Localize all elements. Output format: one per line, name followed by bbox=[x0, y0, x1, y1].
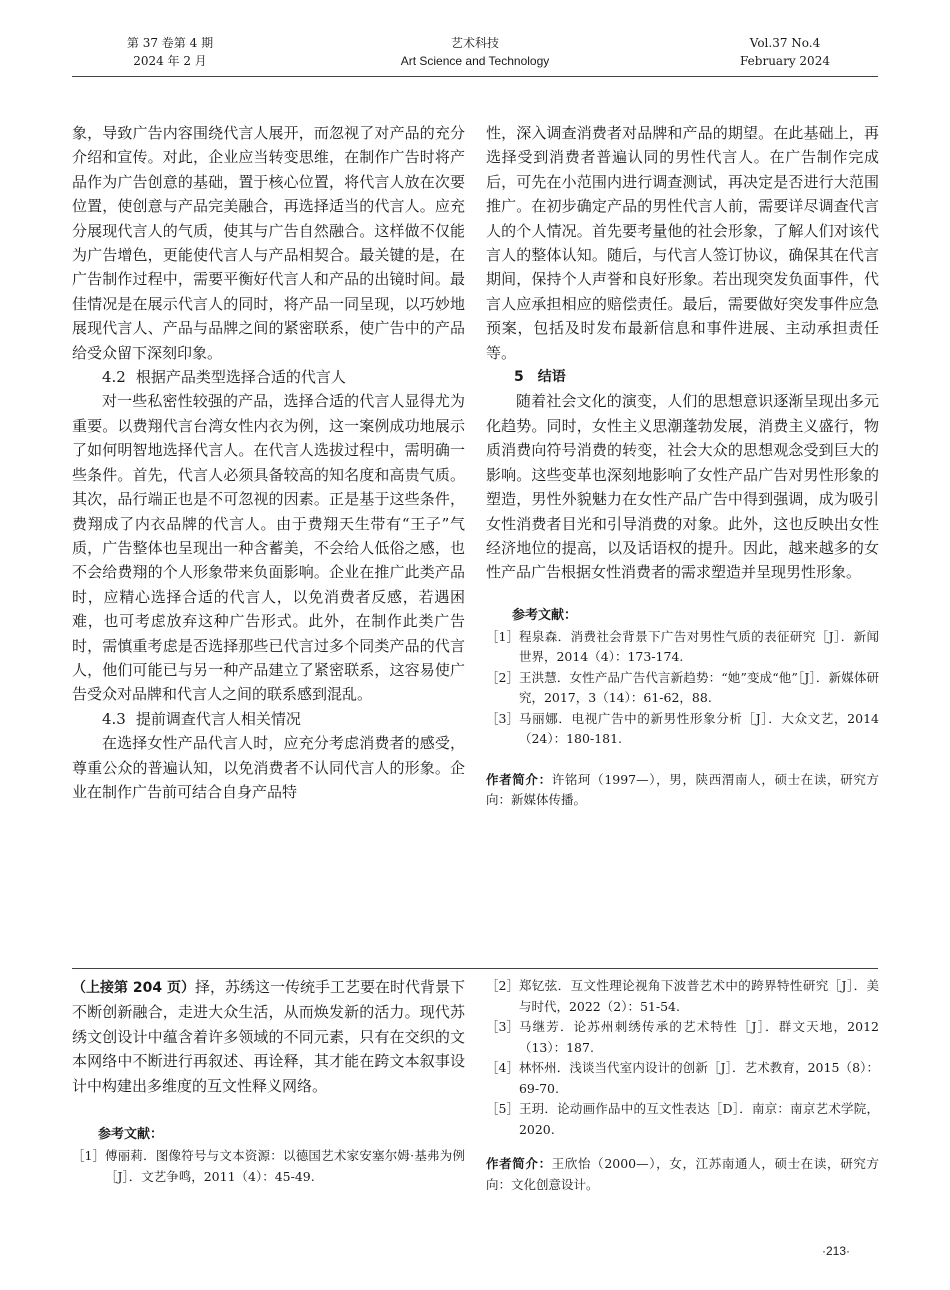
header-divider bbox=[72, 76, 878, 77]
reference-number: ［3］ bbox=[486, 1019, 519, 1034]
section-title: 结语 bbox=[537, 369, 566, 386]
volume-issue: 第 37 卷第 4 期 bbox=[126, 36, 214, 50]
article-divider bbox=[72, 968, 878, 969]
reference-number: ［2］ bbox=[486, 669, 519, 685]
continued-article-left bbox=[72, 975, 465, 1187]
issue-info bbox=[100, 34, 240, 70]
issue-date: 2024 年 2 月 bbox=[133, 54, 207, 68]
reference-item bbox=[486, 976, 879, 1017]
paragraph: 性，深入调查消费者对品牌和产品的期望。在此基础上，再选择受到消费者普遍认同的男性代言人。在广告制作完成后，可先在小范围内进行调查测试，再决定是否进行大范围推广。在初步确定产品的男性代言人前，需要详尽调查代言人的个人情况。首先要考量他的社会形象，了解人们对该代言人的整体认知。随后，与代言人签订协议，确保其在代言期间，保持个人声誉和良好形象。若出现突发负面事件，代言人应承担相应的赔偿责任。最后，需要做好突发事件应急预案，包括及时发布最新信息和事件进展、主动承担责任等。 bbox=[486, 124, 879, 362]
references-heading: 参考文献： bbox=[98, 1127, 164, 1143]
reference-text: 马继芳．论苏州刺绣传承的艺术特性［J］．群文天地，2012（13）：187. bbox=[518, 1019, 879, 1055]
section-number: 4.3 bbox=[102, 709, 126, 728]
section-heading-5 bbox=[486, 365, 879, 389]
reference-number: ［5］ bbox=[486, 1101, 519, 1116]
right-column bbox=[486, 121, 879, 811]
section-number: 4.2 bbox=[102, 368, 126, 387]
reference-text: 傅丽莉．图像符号与文本资源：以德国艺术家安塞尔姆·基弗为例［J］．文艺争鸣，2011（4）：45-49. bbox=[104, 1148, 465, 1184]
section-number: 5 bbox=[514, 369, 524, 386]
reference-item bbox=[486, 1017, 879, 1058]
paragraph: 对一些私密性较强的产品，选择合适的代言人显得尤为重要。以费翔代言台湾女性内衣为例，这一案例成功地展示了如何明智地选择代言人。在代言人选拔过程中，需明确一些条件。首先，代言人必须具备较高的知名度和高贵气质。其次，品行端正也是不可忽视的因素。正是基于这些条件，费翔成了内衣品牌的代言人。由于费翔天生带有“王子”气质，广告整体也呈现出一种含蓄美，不会给人低俗之感，也不会给费翔的个人形象带来负面影响。企业在推广此类产品时，应精心选择合适的代言人，以免消费者反感，若遇困难，也可考虑放弃这种广告形式。此外，在制作此类广告时，需慎重考虑是否选择那些已代言过多个同类产品的代言人，他们可能已与另一种产品建立了紧密联系，这容易使广告受众对品牌和代言人之间的联系感到混乱。 bbox=[72, 392, 465, 704]
reference-item bbox=[486, 1099, 879, 1140]
author-bio-label: 作者简介： bbox=[486, 1156, 552, 1171]
reference-number: ［2］ bbox=[486, 978, 519, 993]
reference-text: 王玥．论动画作品中的互文性表达［D］．南京：南京艺术学院，2020. bbox=[518, 1101, 879, 1137]
reference-item bbox=[486, 1058, 879, 1099]
journal-name bbox=[355, 34, 595, 70]
section-heading-4-2 bbox=[72, 365, 465, 389]
author-bio bbox=[486, 770, 879, 811]
section-title: 根据产品类型选择合适的代言人 bbox=[135, 368, 346, 387]
author-bio-text: 许铭珂（1997—），男，陕西渭南人，硕士在读，研究方向：新媒体传播。 bbox=[486, 771, 879, 808]
left-column bbox=[72, 121, 465, 804]
issue-date-en: February 2024 bbox=[740, 54, 830, 68]
author-bio bbox=[486, 1154, 879, 1195]
reference-text: 程泉森．消费社会背景下广告对男性气质的表征研究［J］．新闻世界，2014（4）：173-174. bbox=[518, 628, 879, 665]
paragraph: 象，导致广告内容围绕代言人展开，而忽视了对产品的充分介绍和宣传。对此，企业应当转变思维，在制作广告时将产品作为广告创意的基础，置于核心位置，将代言人放在次要位置，使创意与产品完美融合，再选择适当的代言人。应充分展现代言人的气质，使其与广告自然融合。这样做不仅能为广告增色，更能使代言人与产品相契合。最关键的是，在广告制作过程中，需要平衡好代言人和产品的出镜时间。最佳情况是在展示代言人的同时，将产品一同呈现，以巧妙地展现代言人、产品与品牌之间的紧密联系，使广告中的产品给受众留下深刻印象。 bbox=[72, 124, 465, 362]
reference-item bbox=[486, 668, 879, 709]
reference-item bbox=[486, 709, 879, 750]
reference-number: ［1］ bbox=[486, 628, 519, 644]
continued-text: 择，苏绣这一传统手工艺要在时代背景下不断创新融合，走进大众生活，从而焕发新的活力。现代苏绣文创设计中蕴含着许多领域的不同元素，只有在交织的文本网络中不断进行再叙述、再诠释，其才能在跨文本叙事设计中构建出多维度的互文性释义网络。 bbox=[72, 978, 465, 1095]
section-heading-4-3 bbox=[72, 707, 465, 731]
continued-from-label: （上接第 204 页） bbox=[72, 980, 195, 996]
running-header bbox=[0, 0, 950, 80]
author-bio-text: 王欣怡（2000—），女，江苏南通人，硕士在读，研究方向：文化创意设计。 bbox=[486, 1156, 879, 1192]
journal-title-en: Art Science and Technology bbox=[400, 54, 550, 68]
journal-title-cn: 艺术科技 bbox=[450, 36, 499, 50]
references-heading: 参考文献： bbox=[512, 607, 578, 623]
reference-item bbox=[72, 1146, 465, 1187]
reference-text: 林怀州．浅谈当代室内设计的创新［J］．艺术教育，2015（8）：69-70. bbox=[518, 1060, 879, 1096]
issue-info-en bbox=[715, 34, 855, 70]
paragraph: 随着社会文化的演变，人们的思想意识逐渐呈现出多元化趋势。同时，女性主义思潮蓬勃发展，消费主义盛行，物质消费向符号消费的转变，社会大众的思想观念受到巨大的影响。这些变革也深刻地影响了女性产品广告对男性形象的塑造，男性外貌魅力在女性产品广告中得到强调，成为吸引女性消费者目光和引导消费的对象。此外，这也反映出女性经济地位的提高，以及话语权的提升。因此，越来越多的女性产品广告根据女性消费者的需求塑造并呈现男性形象。 bbox=[486, 392, 879, 582]
reference-text: 郑钇弦．互文性理论视角下波普艺术中的跨界特性研究［J］．美与时代，2022（2）：51-54. bbox=[518, 978, 879, 1014]
paragraph: 在选择女性产品代言人时，应充分考虑消费者的感受，尊重公众的普遍认知，以免消费者不认同代言人的形象。企业在制作广告前可结合自身产品特 bbox=[72, 734, 465, 801]
volume-issue-en: Vol.37 No.4 bbox=[749, 36, 821, 50]
reference-item bbox=[486, 627, 879, 668]
author-bio-label: 作者简介： bbox=[486, 771, 552, 787]
section-title: 提前调查代言人相关情况 bbox=[135, 709, 301, 728]
continued-paragraph bbox=[72, 975, 465, 1098]
reference-text: 王洪慧．女性产品广告代言新趋势：“她”变成“他”［J］．新媒体研究，2017，3（14）：61-62，88. bbox=[518, 669, 879, 706]
reference-number: ［3］ bbox=[486, 710, 519, 726]
reference-number: ［1］ bbox=[72, 1148, 105, 1164]
page-number: ·213· bbox=[821, 1244, 850, 1258]
continued-article-right bbox=[486, 976, 879, 1195]
reference-text: 马丽娜．电视广告中的新男性形象分析［J］．大众文艺，2014（24）：180-181. bbox=[518, 710, 879, 747]
reference-number: ［4］ bbox=[486, 1060, 519, 1075]
